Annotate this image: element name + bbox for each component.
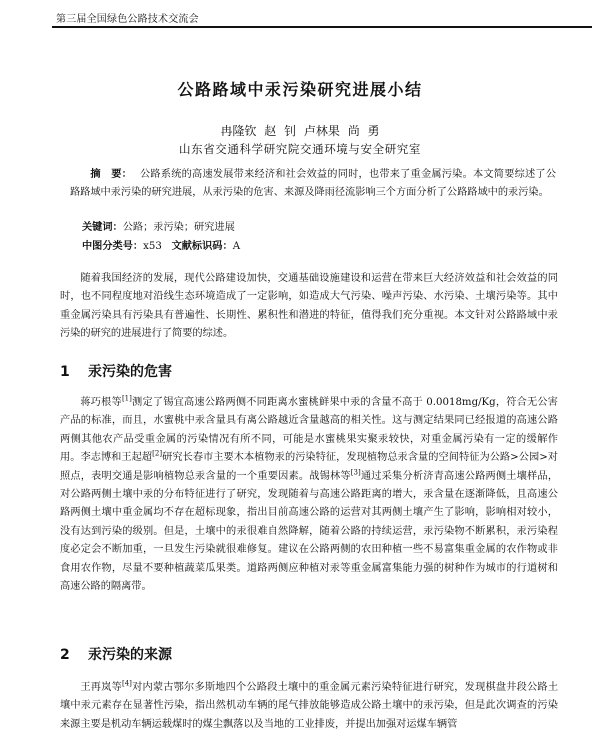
section-2-number: 2 bbox=[60, 647, 70, 663]
keywords-label: 关键词： bbox=[82, 221, 123, 233]
s2-author-1: 王再岚等 bbox=[80, 682, 122, 693]
section-2-heading bbox=[60, 644, 172, 664]
paper-title: 公路路域中汞污染研究进展小结 bbox=[177, 80, 423, 99]
keywords-text: 公路；汞污染；研究进展 bbox=[122, 222, 235, 233]
citation-ref: [2] bbox=[152, 449, 163, 458]
abstract-text: 公路系统的高速发展带来经济和社会效益的同时，也带来了重金属污染。本文简要综述了公路路域中汞污染的研究进展，从汞污染的危害、来源及降雨径流影响三个方面分析了公路路域中的汞污染。 bbox=[70, 169, 557, 198]
keywords bbox=[82, 218, 235, 233]
section-2-paragraph bbox=[60, 679, 558, 731]
section-1-heading bbox=[60, 361, 172, 381]
doc-code-label: 文献标识码： bbox=[171, 240, 233, 252]
author-list: 冉隆钦 赵 钊 卢林果 尚 勇 bbox=[220, 124, 380, 138]
s1-text-2: 研究长春市主要木本植物汞的污染特征，发现植物总汞含量的空间特征为公路>公园>对照点，表明交通是影响植物总汞含量的一个重要因素。战锡林等 bbox=[60, 452, 558, 482]
affiliation: 山东省交通科学研究院交通环境与安全研究室 bbox=[179, 142, 421, 156]
abstract-label: 摘 要： bbox=[90, 168, 133, 180]
intro-paragraph: 随着我国经济的发展，现代公路建设加快，交通基础设施建设和运营在带来巨大经济效益和社会效益的同时，也不同程度地对沿线生态环境造成了一定影响，如造成大气污染、噪声污染、水污染、土壤污染等。其中重金属污染具有污染具有普遍性、长期性、累积性和潜进的特征，值得我们充分重视。本文针对公路路域中汞污染的研究的进展进行了简要的综述。 bbox=[60, 273, 558, 340]
citation-ref: [1] bbox=[121, 394, 132, 403]
section-2-title: 汞污染的来源 bbox=[88, 647, 172, 663]
section-1-number: 1 bbox=[60, 364, 70, 380]
s1-text-1: 测定了锡宜高速公路两侧不同距离水蜜桃鲜果中汞的含量不高于 0.0018mg/Kg，符合无公害产品的标准，而且，水蜜桃中汞含量具有离公路越近含量越高的相关性。这与测定结果同已经报道的高速公路两侧其他农产品受重金属的污染情况有所不同，可能是水蜜桃果实聚汞较快，对重金属污染有一定的缓解作用。李志博和王起超 bbox=[60, 397, 558, 464]
s1-text-3: 通过采集分析济青高速公路两侧土壤样品，对公路两侧土壤中汞的分布特征进行了研究，发现随着与高速公路距离的增大，汞含量在逐渐降低，且高速公路两侧土壤中重金属均不存在超标现象，指出目前高速公路的运营对其两侧土壤产生了影响，影响相对较小，没有达到污染的级别。但是，土壤中的汞很难自然降解，随着公路的持续运营，汞污染物不断累积，汞污染程度必定会不断加重，一旦发生污染就很难修复。建议在公路两侧的农田种植一些不易富集重金属的农作物或非食用农作物，尽量不要种植蔬菜瓜果类。道路两侧应种植对汞等重金属富集能力强的树种作为城市的行道树和高速公路的隔离带。 bbox=[60, 470, 559, 593]
class-no-value: x53 bbox=[143, 241, 162, 252]
doc-code-value: A bbox=[232, 241, 241, 252]
header-rule bbox=[52, 26, 592, 28]
citation-ref: [4] bbox=[121, 679, 132, 688]
section-1-title: 汞污染的危害 bbox=[88, 364, 172, 380]
section-1-paragraph bbox=[60, 394, 558, 596]
s2-text-1: 对内蒙古鄂尔多斯地四个公路段土壤中的重金属元素污染特征进行研究，发现棋盘井段公路土壤中汞元素存在显著性污染，指出然机动车辆的尾气排放能够造成公路土壤中的汞污染，但是此次调查的污染来源主要是机动车辆运载煤时的煤尘飘落以及当地的工业排废，并提出加强对运煤车辆管 bbox=[60, 682, 559, 730]
citation-ref: [3] bbox=[350, 468, 361, 477]
running-header: 第三届全国绿色公路技术交流会 bbox=[56, 14, 199, 25]
s1-author-1: 蒋巧根等 bbox=[80, 397, 122, 408]
class-no-label: 中图分类号： bbox=[82, 240, 144, 252]
classification-line bbox=[82, 237, 240, 252]
abstract bbox=[70, 165, 556, 202]
